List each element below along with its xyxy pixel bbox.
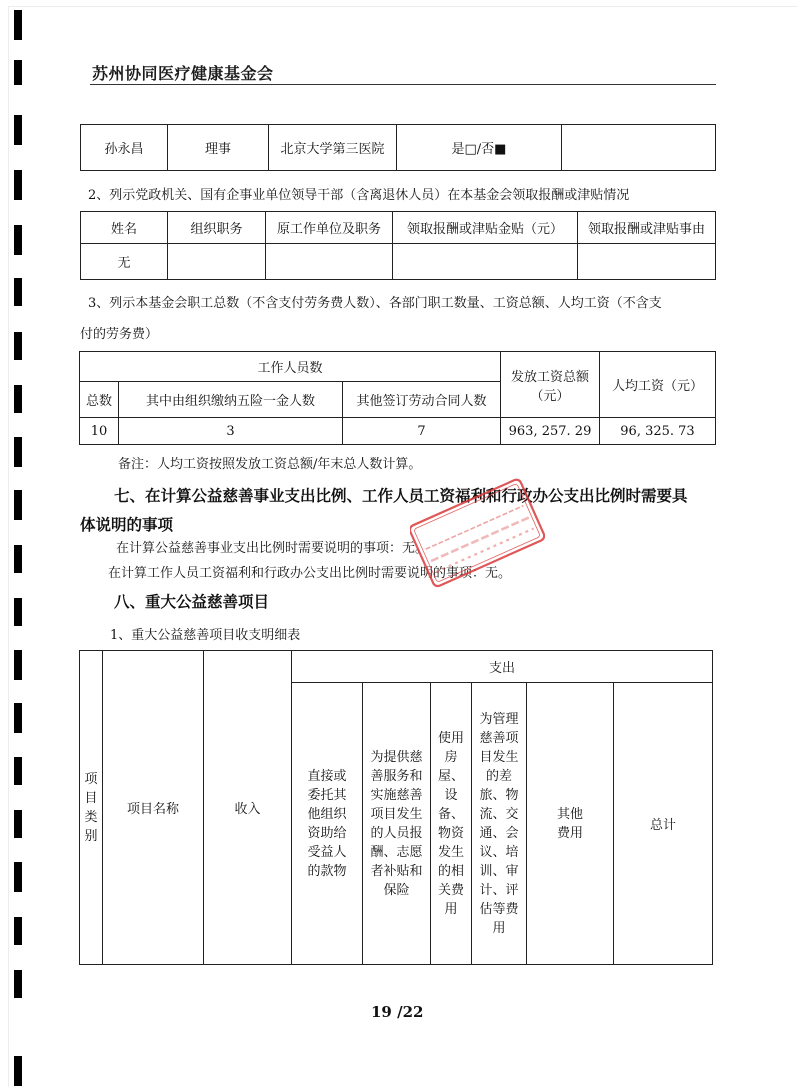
binding-mark [14,757,22,785]
col-header-name: 项目名称 [103,651,204,965]
table-cell [168,244,266,280]
col-header: 领取报酬或津贴事由 [578,212,716,244]
staff-insured: 3 [119,418,343,445]
organization-title: 苏州协同医疗健康基金会 [92,64,274,83]
col-header-total: 总计 [614,683,713,965]
col-header-staff-cost: 为提供慈善服务和实施慈善项目发生的人员报酬、志愿者补贴和保险 [363,683,431,965]
col-header-facility: 使用房屋、设备、物资发生的相关费用 [431,683,472,965]
section7-heading-line2: 体说明的事项 [80,516,174,534]
col-header-avg: 人均工资（元） [600,352,716,418]
binding-mark [14,115,22,145]
binding-mark [14,332,22,360]
section7-line2: 在计算工作人员工资福利和行政办公支出比例时需要说明的事项：无。 [108,566,512,581]
director-table [80,124,716,171]
col-header-category: 项目类别 [80,651,103,965]
col-header: 姓名 [81,212,168,244]
binding-mark [14,225,22,255]
binding-mark [14,650,22,680]
binding-mark [14,703,22,733]
section8-heading: 八、重大公益慈善项目 [114,593,270,611]
section2-title: 2、列示党政机关、国有企事业单位领导干部（含离退休人员）在本基金会领取报酬或津贴情况 [88,188,630,203]
col-header-other: 其他签订劳动合同人数 [343,382,501,418]
col-header-payroll: 发放工资总额（元） [501,352,600,418]
section7-line1: 在计算公益慈善事业支出比例时需要说明的事项：无。 [116,541,429,556]
director-extra [562,125,716,171]
staff-other: 7 [343,418,501,445]
section7-heading-line1: 七、在计算公益慈善事业支出比例、工作人员工资福利和行政办公支出比例时需要具 [114,487,688,505]
col-header-income: 收入 [204,651,292,965]
col-header-staff: 工作人员数 [80,352,501,382]
binding-mark [14,10,22,40]
section8-subtitle: 1、重大公益慈善项目收支明细表 [110,628,301,643]
director-position: 理事 [168,125,269,171]
page-number: 19 /22 [371,1003,424,1021]
binding-mark [14,598,22,626]
col-header-other: 其他费用 [527,683,614,965]
header-rule [90,84,716,85]
col-header-insured: 其中由组织缴纳五险一金人数 [119,382,343,418]
binding-mark [14,917,22,945]
table-header-row [80,352,716,382]
binding-mark [14,60,22,85]
director-name: 孙永昌 [81,125,168,171]
binding-mark [14,437,22,467]
binding-mark [14,490,22,520]
staff-payroll: 963, 257. 29 [501,418,600,445]
officials-table [80,211,716,280]
staff-avg: 96, 325. 73 [600,418,716,445]
director-flag: 是□/否■ [397,125,562,171]
col-header: 原工作单位及职务 [266,212,393,244]
binding-mark [14,862,22,892]
table-cell [578,244,716,280]
col-header-direct: 直接或委托其他组织资助给受益人的款物 [292,683,363,965]
section3-note: 备注：人均工资按照发放工资总额/年末总人数计算。 [118,457,422,472]
section3-title-line2: 付的劳务费） [80,327,159,342]
table-cell: 无 [81,244,168,280]
binding-mark [14,970,22,998]
table-cell [266,244,393,280]
binding-mark [14,278,22,306]
seal-stamp-image [410,474,545,594]
col-header-admin: 为管理慈善项目发生的差旅、物流、交通、会议、培训、审计、评估等费用 [472,683,527,965]
col-header: 组织职务 [168,212,266,244]
binding-mark [14,170,22,200]
table-cell [393,244,578,280]
staff-table [79,351,716,445]
projects-table [79,650,713,965]
binding-mark [14,1056,22,1086]
binding-mark [14,545,22,573]
table-header-row [81,212,716,244]
col-header: 领取报酬或津贴金贴（元） [393,212,578,244]
table-header-row [80,651,713,683]
binding-mark [14,385,22,413]
section3-title-line1: 3、列示本基金会职工总数（不含支付劳务费人数）、各部门职工数量、工资总额、人均工资（不含支 [88,296,662,311]
table-row [81,125,716,171]
table-row [81,244,716,280]
staff-total: 10 [80,418,119,445]
col-header-total: 总数 [80,382,119,418]
col-header-expense: 支出 [292,651,713,683]
director-org: 北京大学第三医院 [269,125,397,171]
table-row [80,418,716,445]
binding-mark [14,810,22,838]
